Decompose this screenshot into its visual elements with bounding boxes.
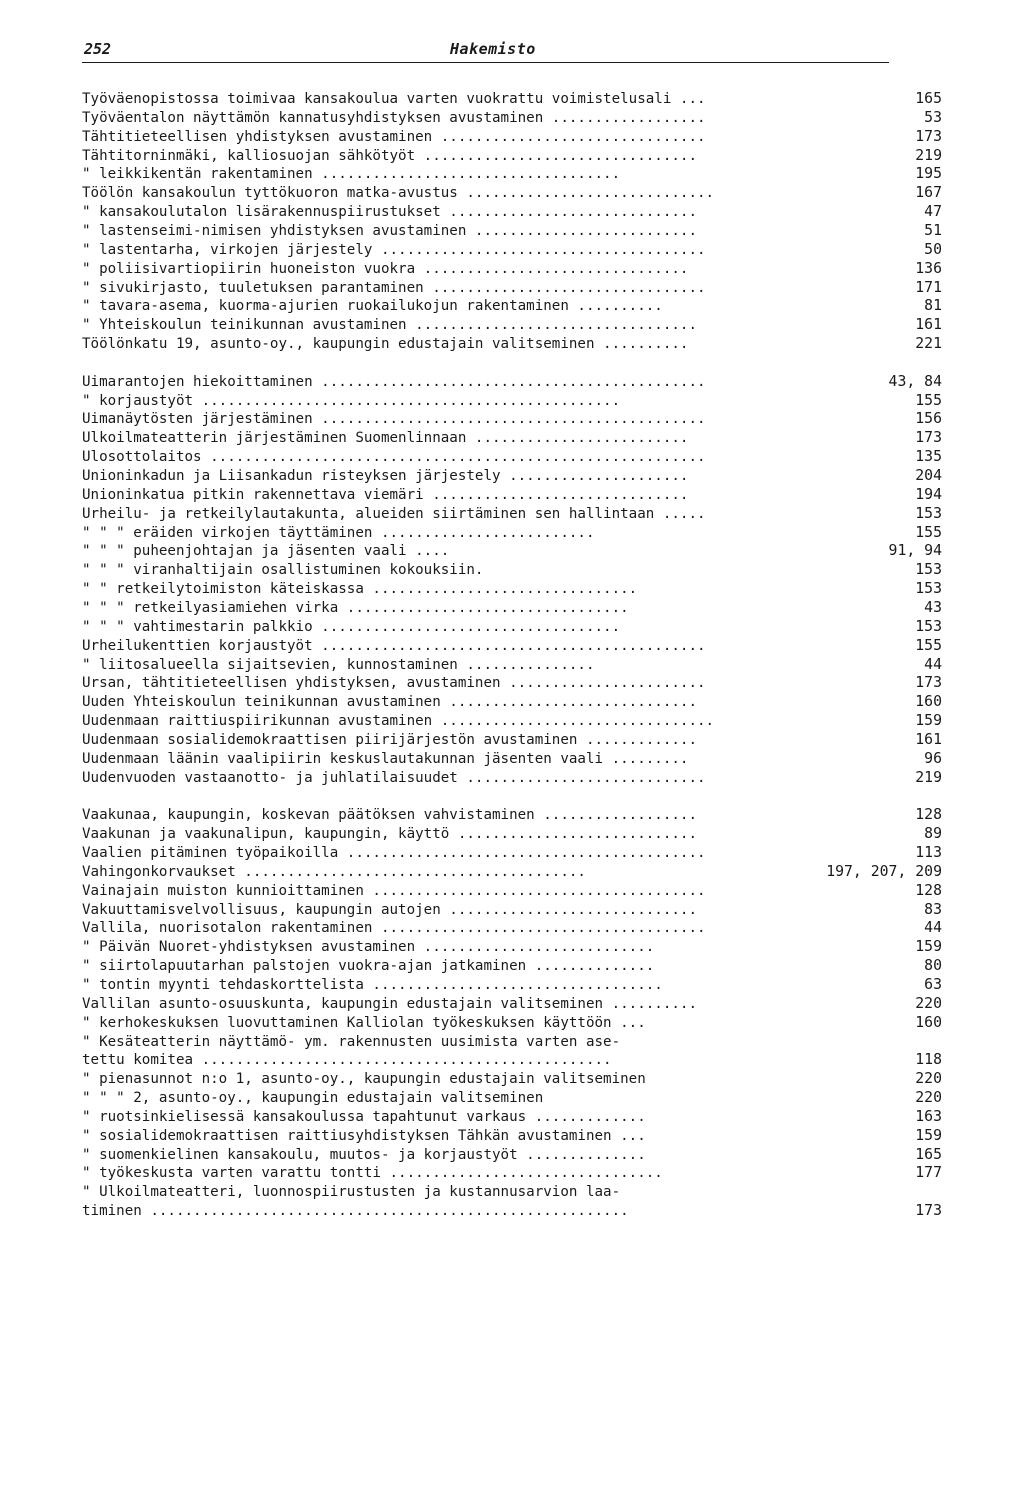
entry-text: Ulkoilmateatterin järjestäminen Suomenlinnaan ......................... xyxy=(82,430,689,447)
entry-page-ref: 44 xyxy=(924,919,942,937)
entry-page-ref: 160 xyxy=(915,693,942,711)
index-entry xyxy=(82,315,942,335)
index-entry xyxy=(82,692,942,712)
entry-text: Uudenmaan sosialidemokraattisen piirijärjestön avustaminen ............. xyxy=(82,731,697,748)
entry-text: Uudenmaan raittiuspiirikunnan avustaminen ................................ xyxy=(82,713,715,730)
index-entry xyxy=(82,108,942,128)
index-entry xyxy=(82,1107,942,1127)
entry-text: Vainajain muiston kunnioittaminen ....................................... xyxy=(82,882,706,899)
entry-page-ref: 161 xyxy=(915,730,942,748)
entry-text: " " retkeilytoimiston käteiskassa ............................... xyxy=(82,581,638,598)
entry-page-ref: 83 xyxy=(924,900,942,918)
index-entry xyxy=(82,994,942,1014)
index-entry xyxy=(82,975,942,995)
entry-text: Töölönkatu 19, asunto-oy., kaupungin edustajain valitseminen .......... xyxy=(82,336,689,353)
index-entry xyxy=(82,843,942,863)
entry-page-ref: 197, 207, 209 xyxy=(826,862,942,880)
entry-page-ref: 44 xyxy=(924,655,942,673)
entry-text: " siirtolapuutarhan palstojen vuokra-ajan jatkaminen .............. xyxy=(82,958,655,975)
entry-page-ref: 153 xyxy=(915,580,942,598)
index-entry xyxy=(82,862,942,882)
entry-text: " " " eräiden virkojen täyttäminen ......................... xyxy=(82,524,595,541)
entry-page-ref: 195 xyxy=(915,165,942,183)
entry-page-ref: 165 xyxy=(915,90,942,107)
entry-page-ref: 43, 84 xyxy=(888,372,942,390)
entry-text: Vallila, nuorisotalon rakentaminen ...................................... xyxy=(82,920,706,937)
page-number: 252 xyxy=(84,40,112,58)
entry-page-ref: 81 xyxy=(924,297,942,315)
entry-text: " tontin myynti tehdaskorttelista .................................. xyxy=(82,976,663,993)
index-entry xyxy=(82,617,942,637)
index-entry xyxy=(82,259,942,279)
index-entry xyxy=(82,768,942,788)
entry-page-ref: 159 xyxy=(915,1126,942,1144)
entry-text: Ursan, tähtitieteellisen yhdistyksen, avustaminen ....................... xyxy=(82,675,706,692)
entry-page-ref: 219 xyxy=(915,146,942,164)
index-entry xyxy=(82,1182,942,1202)
entry-text: " leikkikentän rakentaminen ................................... xyxy=(82,166,621,183)
entry-page-ref: 220 xyxy=(915,994,942,1012)
index-entry xyxy=(82,579,942,599)
index-entry xyxy=(82,523,942,543)
index-entry xyxy=(82,711,942,731)
entry-text: " sosialidemokraattisen raittiusyhdistyksen Tähkän avustaminen ... xyxy=(82,1127,646,1144)
index-entry xyxy=(82,730,942,750)
entry-page-ref: 89 xyxy=(924,825,942,843)
index-entry xyxy=(82,334,942,354)
entry-text: Uudenmaan läänin vaalipiirin keskuslautakunnan jäsenten vaali ......... xyxy=(82,750,689,767)
entry-text: " työkeskusta varten varattu tontti ................................ xyxy=(82,1165,663,1182)
entry-page-ref: 118 xyxy=(915,1051,942,1069)
index-entry xyxy=(82,956,942,976)
entry-page-ref: 155 xyxy=(915,523,942,541)
entry-page-ref: 220 xyxy=(915,1070,942,1088)
entry-text: tettu komitea ................................................ xyxy=(82,1052,612,1069)
index-entry xyxy=(82,1088,942,1108)
index-entry xyxy=(82,466,942,486)
entry-text: " liitosalueella sijaitsevien, kunnostaminen ............... xyxy=(82,656,595,673)
index-entry xyxy=(82,541,942,561)
entry-page-ref: 160 xyxy=(915,1013,942,1031)
entry-text: " sivukirjasto, tuuletuksen parantaminen ................................ xyxy=(82,279,706,296)
index-entry xyxy=(82,918,942,938)
entry-page-ref: 153 xyxy=(915,561,942,579)
entry-page-ref: 128 xyxy=(915,881,942,899)
entry-page-ref: 155 xyxy=(915,636,942,654)
entry-page-ref: 165 xyxy=(915,1145,942,1163)
running-title: Hakemisto xyxy=(450,40,536,58)
entry-text: " Yhteiskoulun teinikunnan avustaminen ................................. xyxy=(82,317,697,334)
entry-text: Urheilukenttien korjaustyöt ............................................. xyxy=(82,637,706,654)
entry-page-ref: 50 xyxy=(924,240,942,258)
index-entry xyxy=(82,1145,942,1165)
entry-text: " pienasunnot n:o 1, asunto-oy., kaupungin edustajain valitseminen xyxy=(82,1071,646,1088)
entry-text: Töölön kansakoulun tyttökuoron matka-avustus ............................. xyxy=(82,185,715,202)
index-entry xyxy=(82,1069,942,1089)
entry-text: " lastenseimi-nimisen yhdistyksen avustaminen .......................... xyxy=(82,222,697,239)
entry-text: Tähtitorninmäki, kalliosuojan sähkötyöt ................................ xyxy=(82,147,697,164)
index-entry xyxy=(82,1201,942,1221)
entry-page-ref: 63 xyxy=(924,975,942,993)
index-entry xyxy=(82,391,942,411)
entry-text: Vaakunan ja vaakunalipun, kaupungin, käyttö ............................ xyxy=(82,826,697,843)
entry-page-ref: 159 xyxy=(915,938,942,956)
entry-text: Uudenvuoden vastaanotto- ja juhlatilaisuudet ............................ xyxy=(82,769,706,786)
index-entry xyxy=(82,1050,942,1070)
index-entry xyxy=(82,900,942,920)
index-entry xyxy=(82,824,942,844)
index-entry xyxy=(82,749,942,769)
index-entry xyxy=(82,221,942,241)
index-entry xyxy=(82,1126,942,1146)
entry-page-ref: 80 xyxy=(924,957,942,975)
entry-page-ref: 51 xyxy=(924,221,942,239)
entry-page-ref: 91, 94 xyxy=(888,542,942,560)
index-entry xyxy=(82,673,942,693)
entry-page-ref: 167 xyxy=(915,184,942,202)
index-entry xyxy=(82,409,942,429)
entry-text: Uimarantojen hiekoittaminen ............................................. xyxy=(82,373,706,390)
entry-text: " ruotsinkielisessä kansakoulussa tapahtunut varkaus ............. xyxy=(82,1108,646,1125)
index-entry xyxy=(82,447,942,467)
entry-page-ref: 53 xyxy=(924,108,942,126)
entry-page-ref: 194 xyxy=(915,485,942,503)
index-entry xyxy=(82,278,942,298)
index-entry xyxy=(82,485,942,505)
entry-text: Työväenopistossa toimivaa kansakoulua varten vuokrattu voimistelusali ... xyxy=(82,91,706,107)
entry-text: Uuden Yhteiskoulun teinikunnan avustaminen ............................. xyxy=(82,694,697,711)
entry-text: " " " viranhaltijain osallistuminen kokouksiin. xyxy=(82,562,484,579)
entry-text: Uimanäytösten järjestäminen ............................................. xyxy=(82,411,706,428)
entry-page-ref: 219 xyxy=(915,768,942,786)
entry-text: Vahingonkorvaukset ........................................ xyxy=(82,863,586,880)
entry-page-ref: 96 xyxy=(924,749,942,767)
entry-text: Vakuuttamisvelvollisuus, kaupungin autojen ............................. xyxy=(82,901,697,918)
entry-page-ref: 47 xyxy=(924,203,942,221)
entry-page-ref: 163 xyxy=(915,1107,942,1125)
entry-text: " " " vahtimestarin palkkio ................................... xyxy=(82,618,621,635)
page-header xyxy=(82,38,889,63)
index-entry xyxy=(82,89,942,109)
entry-text: " tavara-asema, kuorma-ajurien ruokailukojun rakentaminen .......... xyxy=(82,298,663,315)
entry-page-ref: 135 xyxy=(915,448,942,466)
entry-page-ref: 153 xyxy=(915,617,942,635)
entry-page-ref: 153 xyxy=(915,504,942,522)
index-entry xyxy=(82,183,942,203)
index-entry xyxy=(82,560,942,580)
entry-page-ref: 113 xyxy=(915,844,942,861)
entry-page-ref: 136 xyxy=(915,259,942,277)
entry-text: Vaalien pitäminen työpaikoilla .......................................... xyxy=(82,845,706,861)
index-entry xyxy=(82,937,942,957)
entry-page-ref: 161 xyxy=(915,316,942,334)
entry-text: Vallilan asunto-osuuskunta, kaupungin edustajain valitseminen .......... xyxy=(82,995,697,1012)
entry-text: Urheilu- ja retkeilylautakunta, alueiden siirtäminen sen hallintaan ..... xyxy=(82,505,706,522)
entry-text: Työväentalon näyttämön kannatusyhdistyksen avustaminen .................. xyxy=(82,109,706,126)
entry-page-ref: 156 xyxy=(915,410,942,428)
entry-text: " Päivän Nuoret-yhdistyksen avustaminen ........................... xyxy=(82,939,655,956)
entry-text: " kansakoulutalon lisärakennuspiirustukset ............................. xyxy=(82,204,697,221)
entry-page-ref: 173 xyxy=(915,127,942,145)
entry-text: " " " 2, asunto-oy., kaupungin edustajain valitseminen xyxy=(82,1090,544,1107)
index-entry xyxy=(82,504,942,524)
index-entry xyxy=(82,353,942,373)
entry-page-ref: 43 xyxy=(924,598,942,616)
entry-text: " poliisivartiopiirin huoneiston vuokra ............................... xyxy=(82,260,689,277)
index-entry xyxy=(82,164,942,184)
index-entry xyxy=(82,372,942,392)
entry-page-ref: 204 xyxy=(915,467,942,484)
entry-text: " " " retkeilyasiamiehen virka ................................. xyxy=(82,599,629,616)
entry-page-ref: 155 xyxy=(915,391,942,409)
entry-text: " suomenkielinen kansakoulu, muutos- ja korjaustyöt .............. xyxy=(82,1146,646,1163)
entry-text: Unioninkatua pitkin rakennettava viemäri .............................. xyxy=(82,486,689,503)
entry-page-ref: 173 xyxy=(915,1202,942,1220)
index-entry xyxy=(82,240,942,260)
entry-text: Tähtitieteellisen yhdistyksen avustaminen ............................... xyxy=(82,128,706,145)
index-entry xyxy=(82,146,942,166)
entry-text: " lastentarha, virkojen järjestely ...................................... xyxy=(82,241,706,258)
entry-page-ref: 173 xyxy=(915,429,942,447)
index-entry xyxy=(82,127,942,147)
index-entry xyxy=(82,1032,942,1052)
entry-text: " kerhokeskuksen luovuttaminen Kalliolan työkeskuksen käyttöön ... xyxy=(82,1014,646,1031)
index-entry xyxy=(82,881,942,901)
entry-text: " Ulkoilmateatteri, luonnospiirustusten ja kustannusarvion laa- xyxy=(82,1184,621,1201)
index-entry xyxy=(82,1163,942,1183)
entry-text: Ulosottolaitos .......................................................... xyxy=(82,449,706,466)
entry-page-ref: 128 xyxy=(915,806,942,824)
entry-text: " " " puheenjohtajan ja jäsenten vaali .... xyxy=(82,543,450,560)
entry-page-ref: 171 xyxy=(915,278,942,296)
index-entry xyxy=(82,805,942,825)
entry-page-ref: 173 xyxy=(915,674,942,692)
index-entry xyxy=(82,636,942,656)
entry-page-ref: 159 xyxy=(915,712,942,730)
entry-text: " korjaustyöt ................................................. xyxy=(82,392,621,409)
index-entry xyxy=(82,1013,942,1033)
entry-page-ref: 177 xyxy=(915,1164,942,1182)
index-entry xyxy=(82,786,942,806)
entry-text: Vaakunaa, kaupungin, koskevan päätöksen vahvistaminen .................. xyxy=(82,807,697,824)
entry-text: " Kesäteatterin näyttämö- ym. rakennusten uusimista varten ase- xyxy=(82,1033,621,1050)
entry-page-ref: 220 xyxy=(915,1089,942,1107)
index-entry xyxy=(82,655,942,675)
index-entry xyxy=(82,598,942,618)
entry-page-ref: 221 xyxy=(915,335,942,353)
entry-text: timinen ........................................................ xyxy=(82,1203,629,1220)
index-entry xyxy=(82,296,942,316)
index-entry xyxy=(82,202,942,222)
entry-text: Unioninkadun ja Liisankadun risteyksen järjestely ..................... xyxy=(82,468,689,484)
index-entry xyxy=(82,428,942,448)
